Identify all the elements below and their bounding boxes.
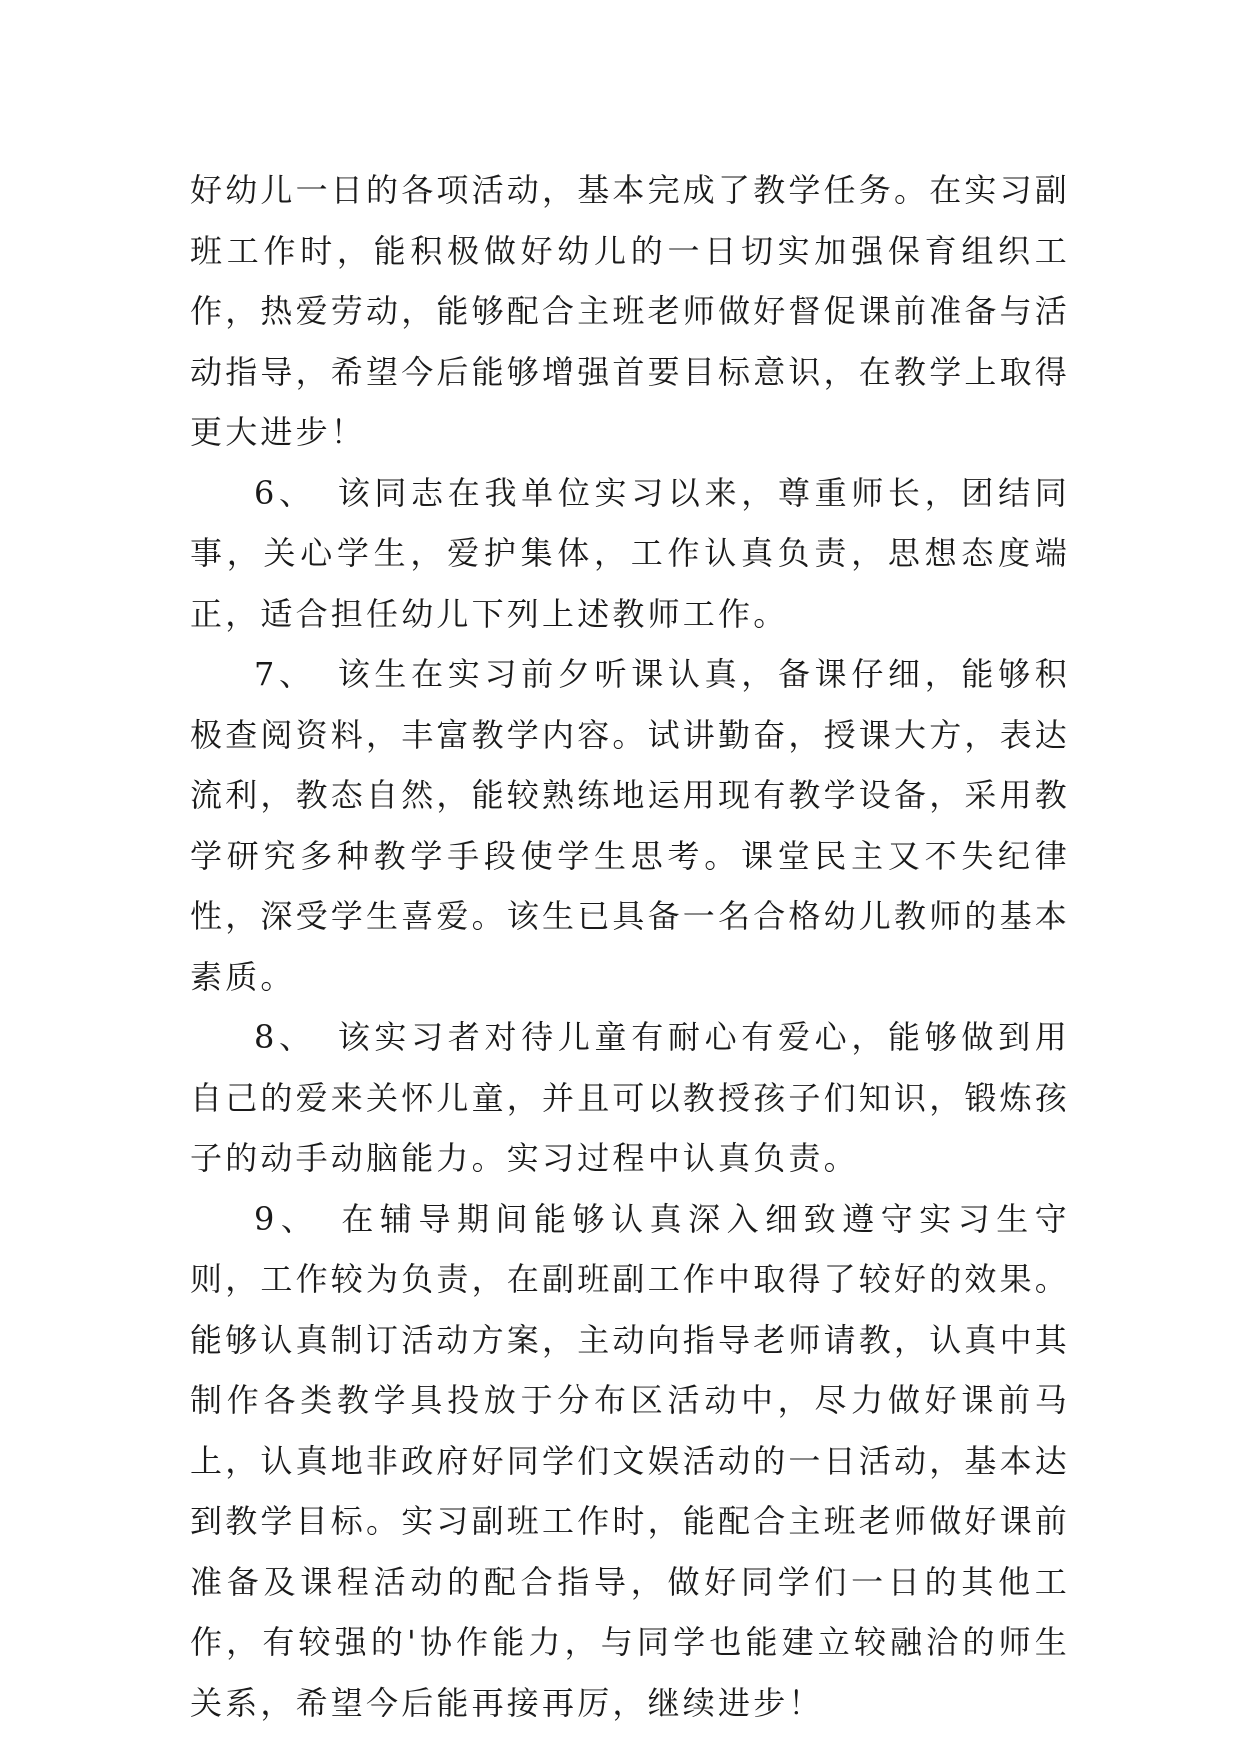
paragraph-text: 该实习者对待儿童有耐心有爱心，能够做到用自己的爱来关怀儿童，并且可以教授孩子们知识，锻炼孩子的动手动脑能力。实习过程中认真负责。: [190, 1018, 1071, 1177]
item-number: 6、: [254, 473, 316, 512]
paragraph-text: 在辅导期间能够认真深入细致遵守实习生守则，工作较为负责，在副班副工作中取得了较好的效果。能够认真制订活动方案，主动向指导老师请教，认真中其制作各类教学具投放于分布区活动中，尽力做好课前马上，认真地非政府好同学们文娱活动的一日活动，基本达到教学目标。实习副班工作时，能配合主班老师做好课前准备及课程活动的配合指导，做好同学们一日的其他工作，有较强的'协作能力，与同学也能建立较融洽的师生关系，希望今后能再接再厉，继续进步！: [190, 1199, 1071, 1722]
paragraph-text: 该生在实习前夕听课认真，备课仔细，能够积极查阅资料，丰富教学内容。试讲勤奋，授课大方，表达流利，教态自然，能较熟练地运用现有教学设备，采用教学研究多种教学手段使学生思考。课堂民主又不失纪律性，深受学生喜爱。该生已具备一名合格幼儿教师的基本素质。: [190, 655, 1071, 996]
item-number: 8、: [254, 1018, 316, 1056]
document-page: [190, 160, 1070, 1733]
item-number: 9、: [254, 1199, 320, 1238]
paragraph-text: 好幼儿一日的各项活动，基本完成了教学任务。在实习副班工作时，能积极做好幼儿的一日切实加强保育组织工作，热爱劳动，能够配合主班老师做好督促课前准备与活动指导，希望今后能够增强首要目标意识，在教学上取得更大进步！: [190, 171, 1071, 451]
paragraph-item-8: [190, 1007, 1070, 1189]
paragraph-continuation: [190, 160, 1070, 463]
paragraph-item-7: [190, 644, 1070, 1007]
paragraph-item-6: [190, 463, 1070, 645]
paragraph-item-9: [190, 1189, 1070, 1734]
item-number: 7、: [254, 655, 316, 693]
paragraph-text: 该同志在我单位实习以来，尊重师长，团结同事，关心学生，爱护集体，工作认真负责，思想态度端正，适合担任幼儿下列上述教师工作。: [190, 473, 1070, 633]
